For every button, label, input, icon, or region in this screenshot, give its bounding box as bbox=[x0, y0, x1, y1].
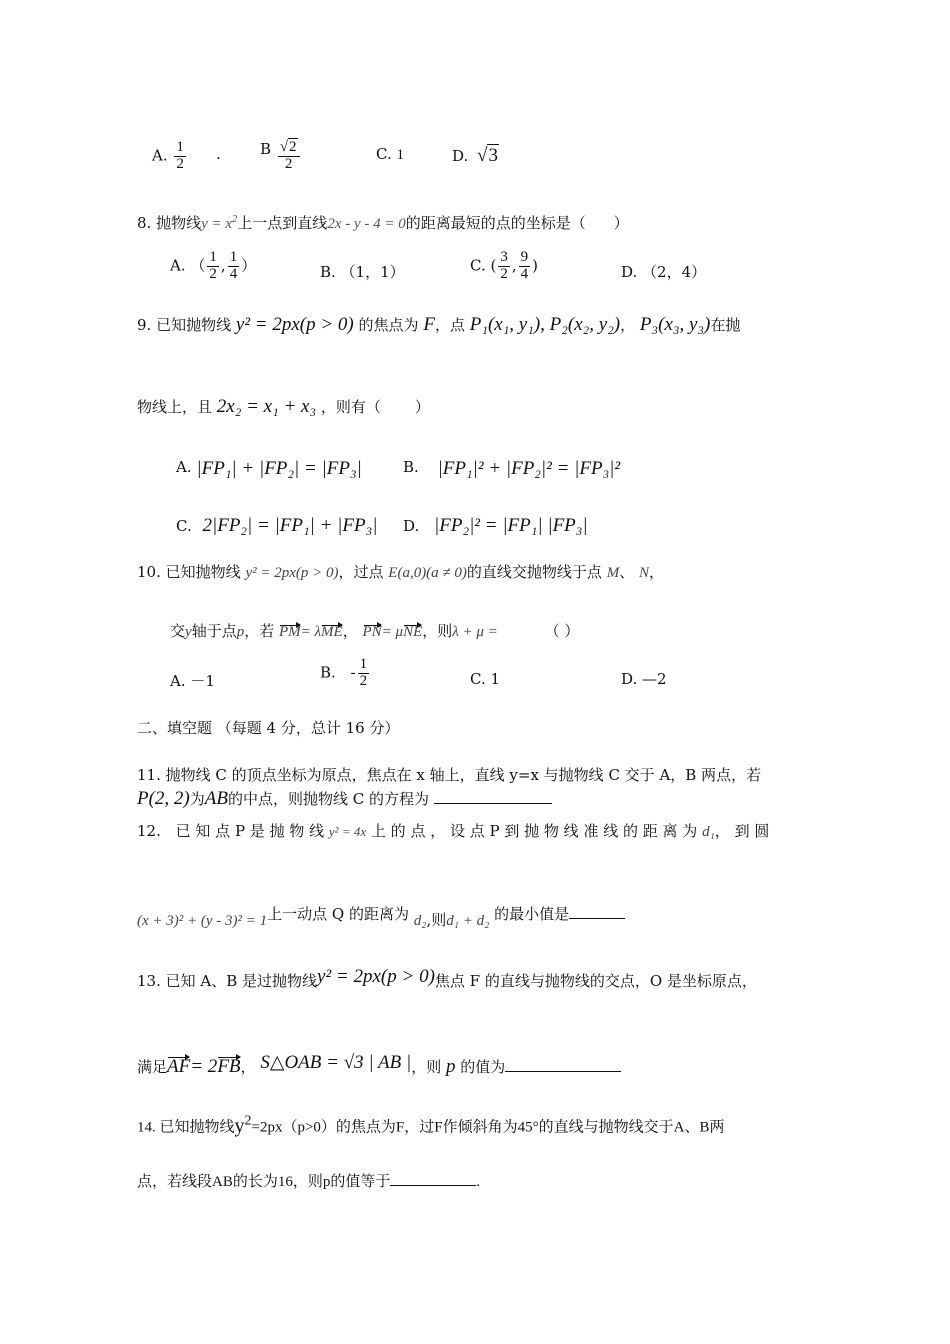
q10-option-b: B. - $\frac{1}{2}$ bbox=[320, 656, 368, 689]
vector-pn: PN bbox=[362, 624, 382, 640]
q7-option-b-fraction: $\frac{√2}{2}$ bbox=[278, 140, 300, 173]
vector-ne: NE bbox=[403, 624, 423, 640]
q9-condition: 2x₂ = x₁ + x₃ bbox=[216, 396, 317, 417]
q10-number: 10. bbox=[137, 563, 161, 581]
q9-option-a: A. |FP₁| + |FP₂| = |FP₃| bbox=[176, 458, 362, 479]
q9-number: 9. bbox=[137, 316, 152, 334]
vector-af: AF bbox=[167, 1056, 191, 1077]
q9-option-d: D. |FP₂|² = |FP₁| |FP₃| bbox=[403, 515, 588, 536]
q10-option-d: D. —2 bbox=[621, 670, 667, 688]
q8-stem: 8. 抛物线$y = x^2$上一点到直线2x - y - 4 = 0的距离最短的点的坐标是（ ） bbox=[137, 214, 629, 232]
q10-stem-line2: 交y轴于点p，若 PM= λME， PN= μNE，则λ + μ = （ ） bbox=[170, 622, 580, 640]
q14-number: 14. bbox=[137, 1119, 156, 1136]
q10-option-c: C. 1 bbox=[470, 670, 501, 688]
q11-answer-blank[interactable] bbox=[434, 803, 552, 804]
q9-points-p1-p2: P₁(x₁, y₁), P₂(x₂, y₂) bbox=[469, 314, 621, 335]
q13-line2: 满足AF= 2FB， S△OAB = √3 | AB |，则 p 的值为 bbox=[137, 1051, 621, 1078]
vector-fb: FB bbox=[217, 1056, 241, 1077]
q12-answer-blank[interactable] bbox=[569, 918, 625, 919]
q8-curve: $y = x^2$ bbox=[201, 214, 238, 232]
section-title-fill-in: 二、填空题 （每题 4 分，总计 16 分） bbox=[137, 719, 400, 737]
q7-option-d: D. √3 bbox=[452, 145, 498, 166]
q14-line1: 14. 已知抛物线$y^2=2px(p>0)$的焦点为F，过F作倾斜角为45°的直线与抛物线交于A、B两 bbox=[137, 1113, 725, 1137]
q13-answer-blank[interactable] bbox=[505, 1071, 621, 1072]
q9-stem-line2: 物线上，且 2x₂ = x₁ + x₃ ，则有（ ） bbox=[137, 396, 430, 417]
q7-separator-dot: . bbox=[216, 145, 221, 163]
q8-option-c: C. ( $\frac{3}{2}$ , $\frac{9}{4}$ ) bbox=[470, 249, 538, 282]
q7-option-a-fraction: $\frac{1}{2}$ bbox=[176, 139, 184, 172]
q14-answer-blank[interactable] bbox=[390, 1185, 476, 1186]
q8-line: 2x - y - 4 = 0 bbox=[327, 216, 406, 232]
q9-stem-line1: 9. 已知抛物线 y² = 2px(p > 0) 的焦点为 F，点 P₁(x₁, y₁), P₂(x₂, y₂)， P₃(x₃, y₃)在抛 bbox=[137, 314, 741, 335]
q8-number: 8. bbox=[137, 214, 152, 232]
q12-number: 12. bbox=[137, 822, 161, 840]
q13-number: 13. bbox=[137, 972, 161, 990]
q8-option-b: B. （1，1） bbox=[320, 263, 405, 281]
q7-option-b-label: B bbox=[260, 140, 272, 158]
q9-option-c: C. 2|FP₂| = |FP₁| + |FP₃| bbox=[176, 515, 378, 536]
vector-pm: PM bbox=[279, 624, 301, 640]
q13-line1: 13. 已知 A、B 是过抛物线y² = 2px(p > 0)焦点 F 的直线与抛物线的交点，O 是坐标原点， bbox=[137, 966, 757, 990]
q9-option-b: B. |FP₁|² + |FP₂|² = |FP₃|² bbox=[403, 458, 621, 479]
q8-option-d: D. （2，4） bbox=[621, 263, 707, 281]
q11-line1: 11. 抛物线 C 的顶点坐标为原点，焦点在 x 轴上，直线 y=x 与抛物线 C 交于 A，B 两点，若 bbox=[137, 766, 762, 784]
q7-option-b bbox=[260, 140, 302, 173]
q12-circle: (x + 3)² + (y - 3)² = 1 bbox=[137, 913, 268, 929]
q9-parabola: y² = 2px(p > 0) bbox=[235, 314, 354, 335]
q9-point-p3: P₃(x₃, y₃) bbox=[639, 314, 711, 335]
q10-stem-line1: 10. 已知抛物线 y² = 2px(p > 0)，过点 E(a,0)(a ≠ 0)的直线交抛物线于点 M、 N， bbox=[137, 563, 665, 581]
vector-me: ME bbox=[321, 624, 343, 640]
q14-line2: 点，若线段AB的长为16，则p的值等于 . bbox=[137, 1174, 481, 1190]
q12-line1: 12. 已 知 点 P 是 抛 物 线 y² = 4x 上 的 点 ， 设 点 P 到 抛 物 线 准 线 的 距 离 为 d₁， 到 圆 bbox=[137, 822, 770, 840]
q7-options bbox=[152, 140, 188, 173]
q7-option-c: C. 1 bbox=[376, 145, 404, 163]
q7-option-a-label: A. bbox=[152, 146, 168, 165]
q11-line2: P(2, 2)为AB的中点，则抛物线 C 的方程为 bbox=[137, 788, 552, 810]
q10-option-a: A. －1 bbox=[170, 672, 215, 690]
q8-option-a: A. （ $\frac{1}{2}$ , $\frac{1}{4}$ ） bbox=[170, 249, 257, 282]
q12-line2: (x + 3)² + (y - 3)² = 1上一动点 Q 的距离为 d₂,则d₁ + d₂ 的最小值是 bbox=[137, 903, 625, 930]
